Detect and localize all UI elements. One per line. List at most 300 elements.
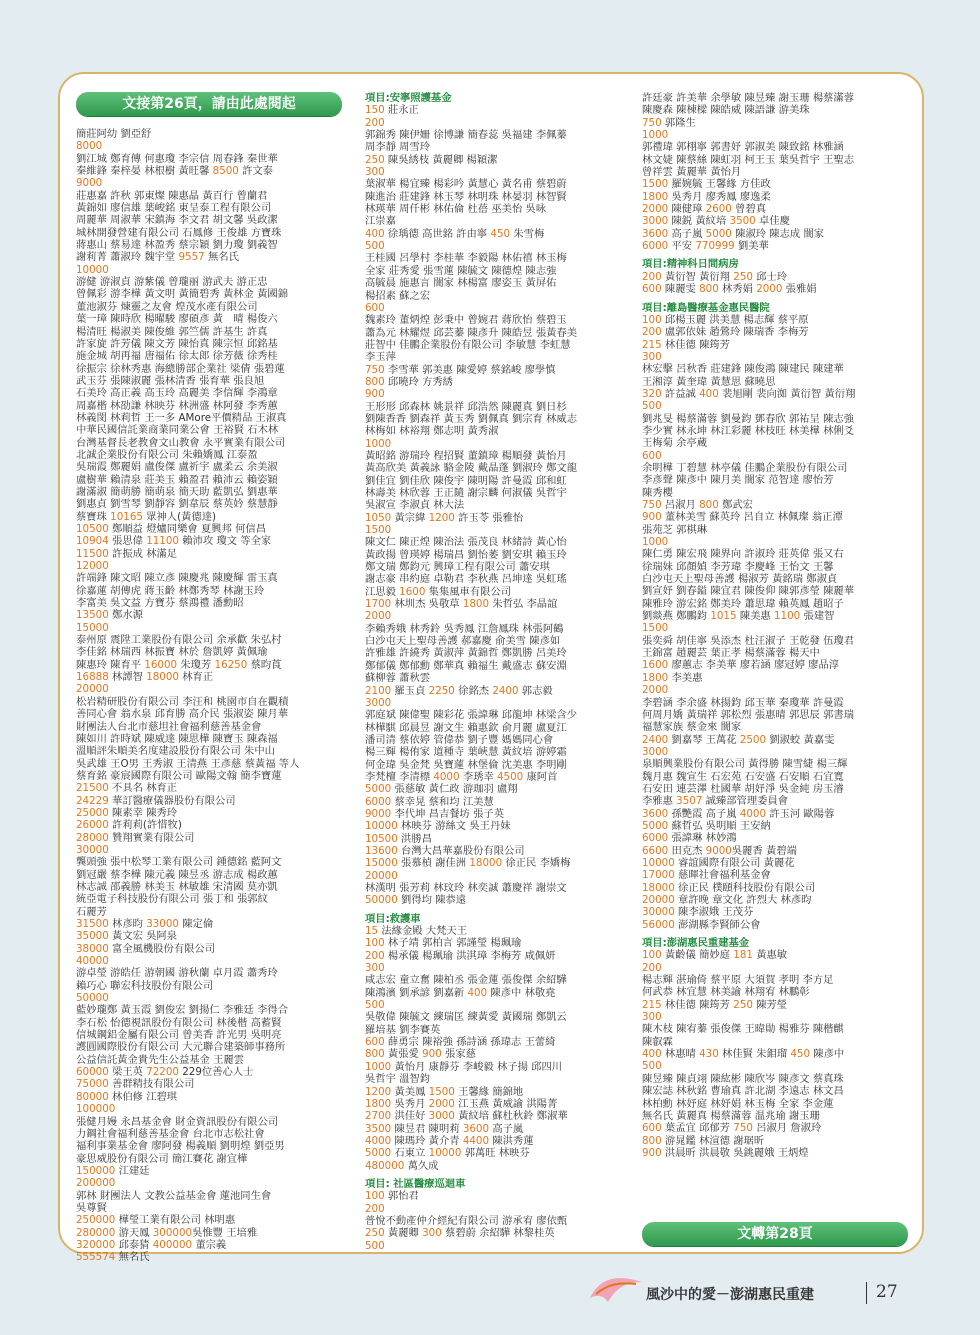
donor-names: 周嘉楷 林劭謙 林映芬 林洲盛 林阿發 李秀蕙 [76,399,278,412]
donor-names: 慈暉社會福利基金會 [674,869,771,882]
donor-names: 李賴秀娥 林秀鈴 吳秀鳳 江詹鳳珠 林張阿鶴 [365,622,564,635]
donor-line [76,177,342,189]
donor-names: 洪晨昕 洪晨敬 吳銚麗娥 王炳煌 [661,1146,809,1159]
donor-line [365,1190,630,1202]
donor-line [76,227,342,239]
bird-logo-icon [586,1268,646,1308]
donation-amount: 3507 [676,795,703,808]
donor-names: 林梅如 林裕翔 鄭志明 黃秀淑 [365,425,499,438]
donor-line [642,228,912,240]
donation-amount: 2250 [428,684,455,697]
donor-names: 王湘淳 黃奎瑋 黃慧思 蘇曉思 [642,375,776,388]
donor-names: 朱哲弘 李晶誼 [489,598,558,611]
donation-amount: 770999 [695,240,735,253]
donor-names: 睿誼國際有限公司 黃麗花 [674,856,795,869]
donor-names: 白沙屯天上聖母善護 楊淑芳 黃銘瑞 鄭淑貞 [642,573,838,586]
donor-names: 郭禮瑋 郭栩寧 郭書妤 郭淑美 陳致銘 林雅涵 [642,141,844,154]
donor-line [365,191,630,203]
donor-line [642,104,912,116]
donation-amount: 10000 [76,263,109,276]
donor-names: 秦維鋒 秦梓晏 林根樹 黃旺馨 [76,165,213,178]
donor-names: 莊惠嘉 許秋 郭東燦 陳惠晶 黃百行 曾蘭君 [76,189,268,202]
donor-names: 許端鋒 陳文昭 陳立彥 陳慶兆 陳慶輝 雷玉真 [76,572,278,585]
donation-amount: 750 [642,499,662,511]
donor-names: 石東立 [391,1147,429,1160]
donation-amount: 4500 [496,770,524,783]
donor-line [365,586,630,598]
donor-line [642,857,912,869]
donor-names: 徐瑀德 高世銘 許由寧 [384,227,491,240]
donor-names: 林瑛華 周仟彬 林佑倫 杜蓓 巫美怡 吳咏 [365,203,547,216]
donor-line [365,92,630,104]
donor-line [76,758,342,770]
donor-line [76,646,342,658]
donor-line [642,154,912,166]
donor-names: 張諱琳 林妙鴻 [668,832,737,845]
donor-line [76,1153,342,1165]
donation-amount: 3600 [642,227,669,240]
donor-names: 林育正 [178,671,214,684]
donor-line [365,302,630,314]
donor-line [76,548,342,560]
donor-names: 林秀娟 [718,283,757,296]
donation-amount: 50000 [365,894,398,907]
donor-names: 江玉燕 黃威諭 洪陽菁 [454,1097,558,1110]
donation-amount: 800 [642,1134,662,1147]
footer-title: 風沙中的愛－澎湖惠民重建 [646,1287,814,1303]
donation-amount: 10165 [110,510,143,523]
donor-line [642,1135,912,1147]
donor-names: 魏月惠 魏宣生 石宏苑 石安盛 石安順 石宜寬 [642,770,844,783]
donor-line [76,622,342,634]
donation-amount: 10000 [642,856,675,869]
donation-amount: 300 [365,166,385,179]
donor-line [642,635,912,647]
donor-names: 徐正民 樸頤科技股份有限公司 [674,881,816,894]
donor-line [76,1004,342,1016]
donor-line [365,1048,630,1060]
donor-line [642,783,912,795]
donor-names: 陳進治 莊建鋒 林玉琴 林明珠 林晏羽 林智賢 [365,190,567,203]
donor-line [76,461,342,473]
donor-column-2 [365,92,630,1252]
donor-names: 林圳杰 吳敬草 [391,598,463,611]
donor-names: 蔡幸晃 蔡和均 江美慧 [391,795,494,808]
donor-names: 平安 [668,240,696,253]
donation-amount: 15 [365,925,379,938]
donor-names: 華訂醫療儀器股份有限公司 [108,794,236,807]
donor-names: 郭怡君 [384,1190,419,1203]
donor-line [365,425,630,437]
donor-line [76,1116,342,1128]
donation-amount: 6000 [365,795,392,808]
donor-line [76,733,342,745]
donation-amount: 600 [642,283,662,296]
donation-amount: 20000 [365,869,398,882]
donation-amount: 2400 [492,684,519,697]
donation-amount: 450 [490,227,511,240]
donor-line [76,893,342,905]
donor-names: 劉惠貞 劉雪琴 劉靜容 劉韋辰 蔡英妗 蔡慧靜 [76,498,278,511]
continued-from-banner: 文接第26頁，請由此處閱起 [76,92,342,116]
donor-line [642,672,912,684]
donor-names: 全家 莊秀愛 張雪蓮 陳毓文 陳德煌 陳志強 [365,264,557,277]
donor-names: 陳吳綉枝 黃麗卿 楊穎潔 [384,153,498,166]
donor-names: 邱曉玲 方秀綉 [384,375,453,388]
donor-names: 賴巧心 聯宏科技股份有限公司 [76,979,214,992]
donor-line [76,288,342,300]
donor-line [365,857,630,869]
donation-amount: 1050 [365,511,392,524]
donor-names: 高子嵐 [668,227,706,240]
donor-names: 吳麗香 黃碧端 [731,844,797,857]
donation-amount: 100 [365,937,385,950]
donor-line [642,573,912,585]
donor-line [365,339,630,351]
donation-amount: 1500 [642,178,669,191]
donor-names: 林伯修 江碧琪 [108,1090,178,1103]
donor-names: 陳仁勇 陳宏飛 陳界向 許淑玲 莊英偉 張又右 [642,548,844,561]
donor-line [642,215,912,227]
donor-line [642,413,912,425]
donor-names: 卓佳慶 [755,215,790,228]
donation-amount: 4000 [739,807,767,820]
donor-line [76,400,342,412]
donor-line [642,548,912,560]
donor-line [642,388,912,400]
donor-line [642,511,912,523]
donor-line [365,1178,630,1190]
donor-names: 黃文宏 吳阿泉 [108,930,178,943]
donor-names: 石美玲 高正義 高玉玲 高麗美 李信輝 李鴻章 [76,387,278,400]
donor-line [76,1227,342,1239]
donor-names: 朱瓊芳 [177,658,215,671]
donor-names: 何武恭 林宜慧 林美諭 林翔宥 林鵬彰 [642,986,810,999]
donor-names: 楊承儀 楊珮瑜 洪淇璋 李梅芳 咸佩妍 [384,949,556,962]
donation-amount: 24229 [76,794,109,807]
donor-line [76,1165,342,1177]
donor-line [642,1122,912,1134]
donation-amount: 8500 [212,165,239,178]
donor-line [365,598,630,610]
donation-amount: 300000 [152,1226,193,1239]
donor-names: 陳李淑娥 王茂芬 [674,906,754,919]
donor-names: 董池淑芬 煉靈之友會 煌茂水產有限公司 [76,300,258,313]
donor-line [365,783,630,795]
donor-names: 蕭為元 林耀煜 邱芸蓁 陳彥升 陳皓昱 張黃春美 [365,326,578,339]
section-heading: 項目:離島醫療基金惠民醫院 [642,301,770,314]
donor-names: 誠臻部管理委員會 [702,795,789,808]
donor-column-3 [642,92,912,1159]
donor-line [365,833,630,845]
donor-names: 陳瑪玲 黃介青 [391,1134,463,1147]
donor-line [365,228,630,240]
donor-line [76,955,342,967]
donation-amount: 200 [642,961,662,974]
donor-line [365,937,630,949]
donor-names: 曾碧真 [731,203,767,216]
donation-amount: 600 [365,1036,385,1049]
donation-amount: 300 [365,962,385,975]
donor-line [76,1190,342,1202]
donor-names: 善同心會 翁水泉 邱育勝 高介民 張淑姿 陳月華 [76,708,289,721]
donor-names: 郭隆生 [661,116,696,129]
donation-amount: 60000 [76,1066,109,1079]
donor-line [76,251,342,263]
donor-line [642,869,912,881]
donor-names: 劉宣妤 劉春鎰 陳宜君 陳俊仰 陳郭彥瑩 陳麗華 [642,585,855,598]
donor-line [365,1203,630,1215]
donation-amount: 6600 [642,844,669,857]
donor-names: 陳昱君 陳明莉 [391,1122,463,1135]
donor-line [76,992,342,1004]
donation-amount: 200 [365,116,385,129]
donor-line [76,585,342,597]
donation-amount: 250 [733,998,753,1011]
donor-names: 石安田 連芸澤 杜國華 胡妤淨 吳金純 房玉濬 [642,782,844,795]
donor-line [365,845,630,857]
donor-line [76,214,342,226]
donor-line [76,301,342,313]
donor-line [365,913,630,925]
donor-line [642,437,912,449]
donor-line [642,697,912,709]
donor-line [642,536,912,548]
donor-names: 林映芬 游絲文 吳王丹妹 [397,820,511,833]
donor-names: 潘司清 蔡依婷 管偉恭 劉子豐 媽媽同心會 [365,733,554,746]
donor-names: 統亞電子科技股份有限公司 張丁和 張郭紋 [76,893,268,906]
donation-amount: 320000 [76,1238,116,1251]
donor-line [642,363,912,375]
donor-names: 力鋼社會福利慈善基金會 台北市志松社會 [76,1127,265,1140]
donor-line [365,1011,630,1023]
donation-amount: 1800 [365,1097,392,1110]
donor-line [76,128,342,140]
donor-line [642,141,912,153]
donation-amount: 18000 [146,671,179,684]
donor-line [76,671,342,683]
donor-names: 曾祥雲 黃麗華 黃怡月 [642,166,742,179]
donor-names: 吳秀月 [391,1097,429,1110]
donation-amount: 3600 [642,807,669,820]
donor-line [365,685,630,697]
donor-line [76,1066,342,1078]
donor-names: 董林美雪 蘇英玲 呂自立 林佩璨 翁正潭 [661,511,843,524]
donor-names: 廖蕙志 李美華 廖若涵 廖冠婷 廖品淳 [668,659,840,672]
donor-names: 呂淑月 [661,499,700,511]
donation-amount: 1100 [773,610,801,623]
donor-names: 林彥昀 [108,918,147,930]
donor-names: 林宏擊 呂秋香 莊建鋒 陳俊鴻 陳建民 陳建華 [642,363,844,376]
donor-line [365,141,630,153]
donation-amount: 1000 [365,437,392,450]
donor-names: 田克杰 [668,844,706,857]
donor-names: 陳鴻濱 劉承諺 劉嘉新 [365,986,468,999]
donor-line [76,498,342,510]
donor-line [365,277,630,289]
donation-amount: 16888 [76,671,109,684]
donation-amount: 1600 [642,659,669,672]
donor-line [365,709,630,721]
donor-line [365,610,630,622]
donor-names: 曾佩彩 游李樺 黃文明 黃簡碧秀 黃林金 黃國錦 [76,288,289,301]
donor-line [76,1140,342,1152]
donor-line [365,635,630,647]
donor-names: 何金瑋 吳金梵 吳寶蓮 林堡倫 沈美惠 李明剛 [365,758,567,771]
donor-names: 樺瑩工業有限公司 林明惠 [115,1214,236,1227]
donor-names: 黃齡儀 簡妙庭 [661,949,734,962]
donor-names: 黃美鳳 [391,1085,429,1098]
donation-amount: 75000 [76,1078,109,1091]
donor-names: 張慕楨 謝佳洲 [397,857,470,870]
donor-names: 朱雪梅 [510,227,545,240]
donor-names: 鄭順益 燈爐同樂會 夏興邦 何信昌 [108,523,267,535]
donor-line [642,524,912,536]
donation-amount: 20000 [642,894,675,906]
donor-line [76,375,342,387]
donor-names: 劉嘉琴 王萬花 [668,733,740,746]
donor-names: 無名氏 黃麗真 楊蔡滿蓉 温兆瑜 謝玉珊 [642,1109,820,1122]
donor-names: 李雪華 郭美惠 陳愛婷 蔡銘峻 廖學慎 [384,363,556,376]
donor-names: 許玉苓 張雅怡 [454,511,524,524]
donor-names: 郭錦秀 陳伊姍 徐博謙 簡春蕊 吳福建 李佩蓁 [365,129,567,142]
donor-names: 無名氏 [204,251,239,264]
donor-names: 葉淑華 楊宜臻 楊彩吟 黃慧心 黃名甫 蔡碧蔚 [365,178,567,191]
donor-line [365,524,630,536]
donor-line [642,561,912,573]
donor-line [76,165,342,177]
donor-names: 余明樺 丁碧慧 林亭儀 佳鵬企業股份有限公司 [642,461,848,474]
donation-amount: 200000 [76,1177,116,1190]
donation-amount: 1800 [642,671,669,684]
donor-names: 陳美惠 [736,610,774,623]
donor-names: 城林開發營建有限公司 石鳳修 王俊雄 方寶珠 [76,226,282,239]
donor-line [76,1128,342,1140]
donor-line [365,987,630,999]
donation-amount: 1600 [399,585,426,598]
donor-line [76,782,342,794]
donor-line [365,388,630,400]
donor-names: 李雅惠 [642,795,677,808]
donation-amount: 150 [365,104,385,117]
donor-names: 李玉萍 [365,351,396,364]
donation-amount: 1015 [710,610,737,623]
donor-line [76,276,342,288]
donation-amount: 2000 [365,610,392,623]
donation-amount: 9000 [76,177,103,190]
donation-amount: 400 [467,986,488,999]
donor-names: 藍妙瓏鄭 黃玉霞 劉俊宏 劉揚仁 李雅廷 李得合 [76,1004,289,1017]
donor-line [76,832,342,844]
donor-names: 吳哲宇 溫智鈞 [365,1073,431,1086]
donor-names: 許益誠 [661,387,700,400]
donor-names: 公益信託黃金貴先生公益基金 王麗雲 [76,1053,245,1066]
donation-amount: 500 [365,999,385,1012]
donor-line [365,487,630,499]
donor-line [76,153,342,165]
donation-amount: 15000 [76,621,109,634]
donor-line [76,1202,342,1214]
donor-names: 何周月嬌 黃瑞祥 郭松烈 張惠晴 郭思辰 郭書瑞 [642,708,855,721]
donor-line [642,999,912,1011]
donation-amount: 2000 [642,203,669,216]
donor-line [642,271,912,283]
donor-line [76,807,342,819]
donor-line [365,771,630,783]
donation-amount: 800 [699,499,719,511]
donor-line [76,1239,342,1251]
donor-names: 許玉河 歐陽蓉 [766,807,835,820]
donor-names: 蘇哲弘 吳明順 王安納 [668,819,771,832]
donation-amount: 200 [365,1202,385,1215]
donation-amount: 300 [642,350,662,363]
donor-names: 吳秀月 廖秀鳳 廖逸柔 [668,190,771,203]
donor-names: 張雅娟 [782,283,817,296]
donor-line [76,1177,342,1189]
donation-amount: 1800 [642,190,669,203]
donor-names: 泰州原 震陞工業股份有限公司 余承歡 朱弘村 [76,634,282,647]
donor-line [642,1036,912,1048]
donor-names: 劉江城 鄭育傳 何惠瓊 李宗信 周春鋒 秦世華 [76,152,278,165]
donor-line [365,1147,630,1159]
donor-names: 陳如川 許時斌 陳威達 陳思樺 陳寶玉 陳森福 [76,732,278,745]
donor-line [642,129,912,141]
donor-line [76,387,342,399]
donor-names: 許家旋 許芳儀 陳文芳 陳怡真 陳宗恒 邱銘基 [76,337,278,350]
donor-names: 周李靜 周雪玲 [365,141,431,154]
donation-amount: 2600 [705,203,732,216]
donation-amount: 1500 [365,524,392,537]
donor-line [365,870,630,882]
donor-line [76,350,342,362]
donor-line [365,746,630,758]
donor-line [365,660,630,672]
donation-amount: 33000 [146,918,179,930]
donor-line [365,178,630,190]
donor-names: 林子靖 郭柏言 郭謹瑩 楊珮瑜 [384,937,522,950]
donor-line [365,950,630,962]
donor-names: 林惠晴 [661,1048,700,1061]
donor-line [365,672,630,684]
donor-names: 財團法人台北市慈坦社會福利慈善基金會 [76,720,262,733]
donor-line [642,962,912,974]
donor-names: 林佳賢 朱鉬瑠 [718,1048,791,1061]
donor-names: 鄭文瑞 鄭鈞元 興璋工程有限公司 蕭安琪 [365,561,550,574]
donor-names: 陳鋭 黃紋培 [668,215,730,228]
donor-line [642,919,912,931]
donation-amount: 215 [642,998,662,1011]
donor-line [76,943,342,955]
donor-line [76,363,342,375]
donor-names: 陳健璋 [668,203,706,216]
donor-names: 黃張愛 [384,1048,423,1061]
donor-line [642,326,912,338]
donor-line [365,1240,630,1252]
donor-names: 呂淑月 詹淑玲 [752,1122,822,1135]
donation-amount: 6000 [642,832,669,845]
donor-line [76,609,342,621]
donor-names: 劉冠嚴 蔡李樺 陳元義 陳昱丞 游志成 楊政蕙 [76,868,278,881]
donor-names: 陳麗雯 [661,283,700,296]
donor-line [76,486,342,498]
donor-line [642,1085,912,1097]
donor-line [642,882,912,894]
donor-line [76,980,342,992]
donation-amount: 2400 [642,733,669,746]
donor-line [642,240,912,252]
donor-line [642,117,912,129]
donation-amount: 18000 [469,857,503,870]
